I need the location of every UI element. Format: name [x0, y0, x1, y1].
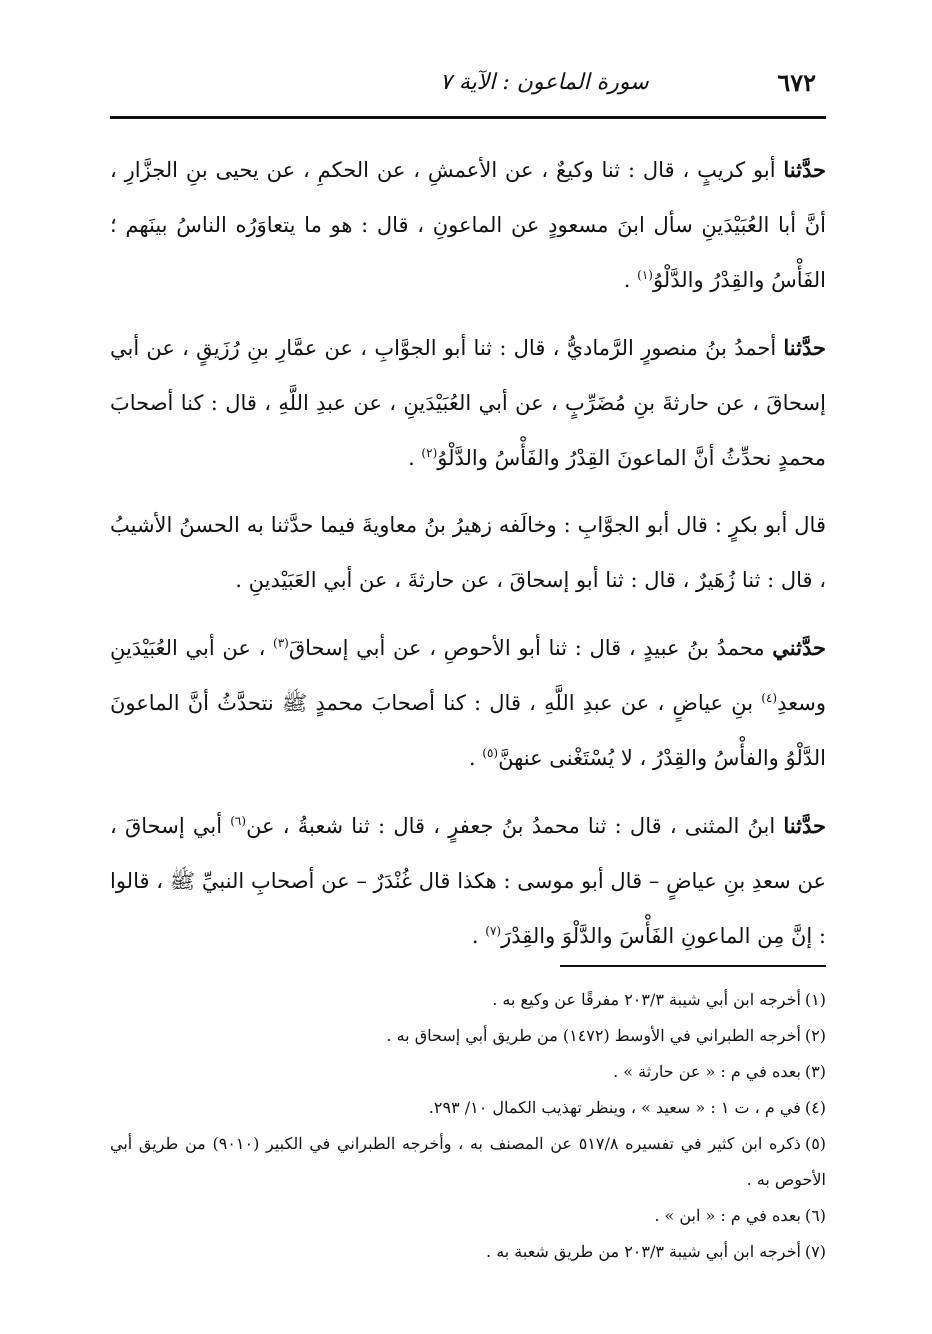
footnote-ref-5[interactable]: (٥) [482, 746, 499, 760]
book-page [110, 0, 826, 1334]
footnotes [110, 982, 826, 1270]
narration-lead: حدَّثنا [783, 813, 826, 838]
footnote-ref-3[interactable]: (٣) [273, 636, 289, 650]
footnote-1 [110, 982, 826, 1018]
footnote-number: (٦) [804, 1206, 826, 1225]
footnotes-divider [560, 965, 826, 967]
header-rule [110, 116, 826, 119]
footnote-3 [110, 1054, 826, 1090]
footnote-ref-4[interactable]: (٤) [761, 691, 778, 705]
footnote-number: (٣) [804, 1062, 826, 1081]
footnote-text: ذكره ابن كثير في تفسيره ٥١٧/٨ عن المصنف به ، وأخرجه الطبراني في الكبير (٩٠١٠) من طريق أبي الأحوص به . [110, 1134, 826, 1189]
footnote-text: بعده في م : « ابن » . [654, 1206, 801, 1225]
narration-lead: حدَّثني [772, 635, 826, 660]
footnote-2 [110, 1018, 826, 1054]
hadith-paragraph-3 [110, 498, 826, 608]
footnote-number: (٤) [804, 1098, 826, 1117]
paragraph-text: . [623, 268, 638, 292]
paragraph-text: قال أبو بكرٍ : قال أبو الجوَّابِ : وخالَفه زهيرُ بنُ معاويةَ فيما حدَّثنا به الحسنُ الأشيبُ ، قال : ثنا زُهَيرٌ ، قال : ثنا أبو إسحاقَ ، عن حارثةَ ، عن أبي العَبَيْدينِ . [110, 513, 826, 592]
hadith-paragraph-2 [110, 320, 826, 486]
paragraph-text: بنِ عياضٍ ، عن عبدِ اللَّهِ ، قال : كنا أصحابَ محمدٍ ﷺ نتحدَّثُ أنَّ الماعونَ الدَّلْوُ والفأْسُ والقِدْرُ ، لا يُسْتَغْنى عنهنَّ [110, 691, 826, 770]
footnote-number: (١) [804, 990, 826, 1009]
footnote-ref-7[interactable]: (٧) [485, 924, 502, 938]
hadith-paragraph-1 [110, 142, 826, 308]
hadith-paragraph-4 [110, 620, 826, 786]
hadith-paragraph-5 [110, 798, 826, 964]
running-title: سورة الماعون : الآية ٧ [440, 69, 649, 95]
main-text [110, 142, 826, 976]
narration-lead: حدَّثنا [783, 335, 826, 360]
paragraph-text: محمدُ بنُ عبيدٍ ، قال : ثنا أبو الأحوصِ ، عن أبي إسحاقَ [288, 636, 773, 660]
footnote-4 [110, 1090, 826, 1126]
paragraph-text: . [471, 924, 486, 948]
footnote-number: (٢) [804, 1026, 826, 1045]
page-number: ٦٧٢ [777, 67, 816, 97]
paragraph-text: أحمدُ بنُ منصورٍ الرَّماديُّ ، قال : ثنا أبو الجوَّابِ ، عن عمَّارِ بنِ رُزَيقٍ ، عن أبي إسحاقَ ، عن حارثةَ بنِ مُضَرِّبٍ ، عن أبي العُبَيْدَينِ ، عن عبدِ اللَّهِ ، قال : كنا أصحابَ محمدٍ نحدِّثُ أنَّ الماعونَ القِدْرُ والفَأْسُ والدَّلْوُ [110, 336, 826, 470]
footnote-7 [110, 1234, 826, 1270]
footnote-text: بعده في م : « عن حارثة » . [613, 1062, 801, 1081]
footnote-ref-2[interactable]: (٢) [421, 446, 438, 460]
footnote-number: (٧) [804, 1242, 826, 1261]
footnote-ref-1[interactable]: (١) [637, 268, 653, 282]
paragraph-text: ابنُ المثنى ، قال : ثنا محمدُ بنُ جعفرٍ ، قال : ثنا شعبةُ ، عن [246, 814, 784, 838]
footnote-ref-6[interactable]: (٦) [230, 814, 247, 828]
footnote-text: أخرجه الطبراني في الأوسط (١٤٧٢) من طريق أبي إسحاق به . [386, 1026, 801, 1045]
footnote-6 [110, 1198, 826, 1234]
footnote-number: (٥) [804, 1134, 827, 1153]
narration-lead: حدَّثنا [783, 157, 826, 182]
paragraph-text: أبي إسحاقَ ، عن سعدِ بنِ عياضٍ – قال أبو موسى : هكذا قال غُنْدَرٌ – عن أصحابِ النبيِّ ﷺ ، قالوا : إنَّ مِن الماعونِ الفَأْسَ والدَّلْوَ والقِدْرَ [110, 814, 826, 948]
page-header [110, 62, 826, 102]
footnote-5 [110, 1126, 826, 1198]
footnote-text: أخرجه ابن أبي شيبة ٢٠٣/٣ مفرقًا عن وكيع به . [492, 990, 801, 1009]
paragraph-text: . [468, 746, 483, 770]
footnote-text: في م ، ت ١ : « سعيد » ، وينظر تهذيب الكمال ١٠/ ٢٩٣. [428, 1098, 801, 1117]
paragraph-text: . [408, 446, 422, 470]
footnote-text: أخرجه ابن أبي شيبة ٢٠٣/٣ من طريق شعبة به . [486, 1242, 801, 1261]
paragraph-text: ، عن أبي العُبَيْدَينِ وسعدِ [110, 636, 826, 715]
paragraph-text: أبو كريبٍ ، قال : ثنا وكيعٌ ، عن الأعمشِ ، عن الحكمِ ، عن يحيى بنِ الجزَّارِ ، أنَّ أبا العُبَيْدَينِ سأل ابنَ مسعودٍ عن الماعونِ ، قال : هو ما يتعاوَرُه الناسُ بينَهم ؛ الفَأْسُ والقِدْرُ والدَّلْوُ [110, 158, 826, 292]
